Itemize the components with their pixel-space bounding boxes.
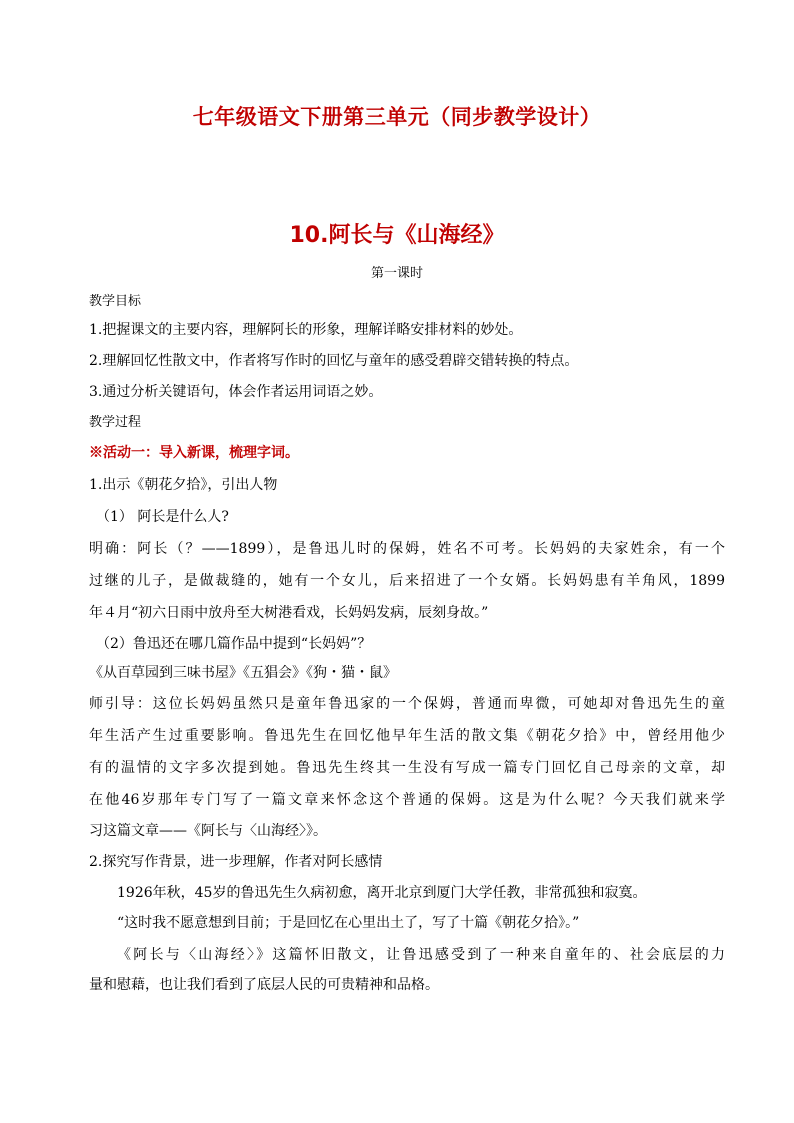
question-1: （1） 阿长是什么人? xyxy=(96,509,229,525)
guide-line-2: 年生活产生过重要影响。鲁迅先生在回忆他早年生活的散文集《朝花夕拾》中，曾经用他少 xyxy=(89,728,725,744)
answer-1-line-3: 年４月“初六日雨中放舟至大树港看戏，长妈妈发病，辰刻身故。” xyxy=(89,605,489,621)
goal-1: 1.把握课文的主要内容，理解阿长的形象，理解详略安排材料的妙处。 xyxy=(89,322,523,338)
lesson-period: 第一课时 xyxy=(370,266,423,281)
process-heading: 教学过程 xyxy=(89,415,142,430)
lesson-title: 10.阿长与《山海经》 xyxy=(289,223,505,248)
guide-line-4: 在他46岁那年专门写了一篇文章来怀念这个普通的保姆。这是为什么呢？今天我们就来学 xyxy=(89,792,725,808)
guide-line-3: 有的温情的文字多次提到她。鲁迅先生终其一生没有写成一篇专门回忆自己母亲的文章，却 xyxy=(89,760,725,776)
goals-heading: 教学目标 xyxy=(89,294,142,309)
background-quote: “这时我不愿意想到目前；于是回忆在心里出土了，写了十篇《朝花夕拾》。” xyxy=(117,915,580,931)
activity-1-heading: ※活动一：导入新课，梳理字词。 xyxy=(89,445,299,461)
question-2: （2）鲁迅还在哪几篇作品中提到“长妈妈”？ xyxy=(96,636,372,652)
background-paragraph-3-line-2: 量和慰藉，也让我们看到了底层人民的可贵精神和品格。 xyxy=(89,977,439,993)
background-paragraph-1: 1926年秋，45岁的鲁迅先生久病初愈，离开北京到厦门大学任教，非常孤独和寂寞。 xyxy=(117,885,647,901)
background-paragraph-3-line-1: 《阿长与〈山海经〉》这篇怀旧散文，让鲁迅感受到了一种来自童年的、社会底层的力 xyxy=(117,947,725,963)
answer-2: 《从百草园到三味书屋》《五猖会》《狗・猫・鼠》 xyxy=(89,665,397,681)
step-1: 1.出示《朝花夕拾》，引出人物 xyxy=(89,477,278,493)
step-2: 2.探究写作背景，进一步理解，作者对阿长感情 xyxy=(89,854,383,870)
document-title: 七年级语文下册第三单元（同步教学设计） xyxy=(192,105,602,129)
answer-1-line-2: 过继的儿子，是做裁缝的，她有一个女儿，后来招进了一个女婿。长妈妈患有羊角风，1899 xyxy=(89,573,725,589)
guide-line-5: 习这篇文章——《阿长与〈山海经〉》。 xyxy=(89,823,327,839)
answer-1-line-1: 明确：阿长（？——1899），是鲁迅儿时的保姆，姓名不可考。长妈妈的夫家姓余，有一个 xyxy=(89,541,725,557)
goal-3: 3.通过分析关键语句，体会作者运用词语之妙。 xyxy=(89,384,383,400)
goal-2: 2.理解回忆性散文中，作者将写作时的回忆与童年的感受碧辟交错转换的特点。 xyxy=(89,353,579,369)
guide-line-1: 师引导：这位长妈妈虽然只是童年鲁迅家的一个保姆，普通而卑微，可她却对鲁迅先生的童 xyxy=(89,696,725,712)
